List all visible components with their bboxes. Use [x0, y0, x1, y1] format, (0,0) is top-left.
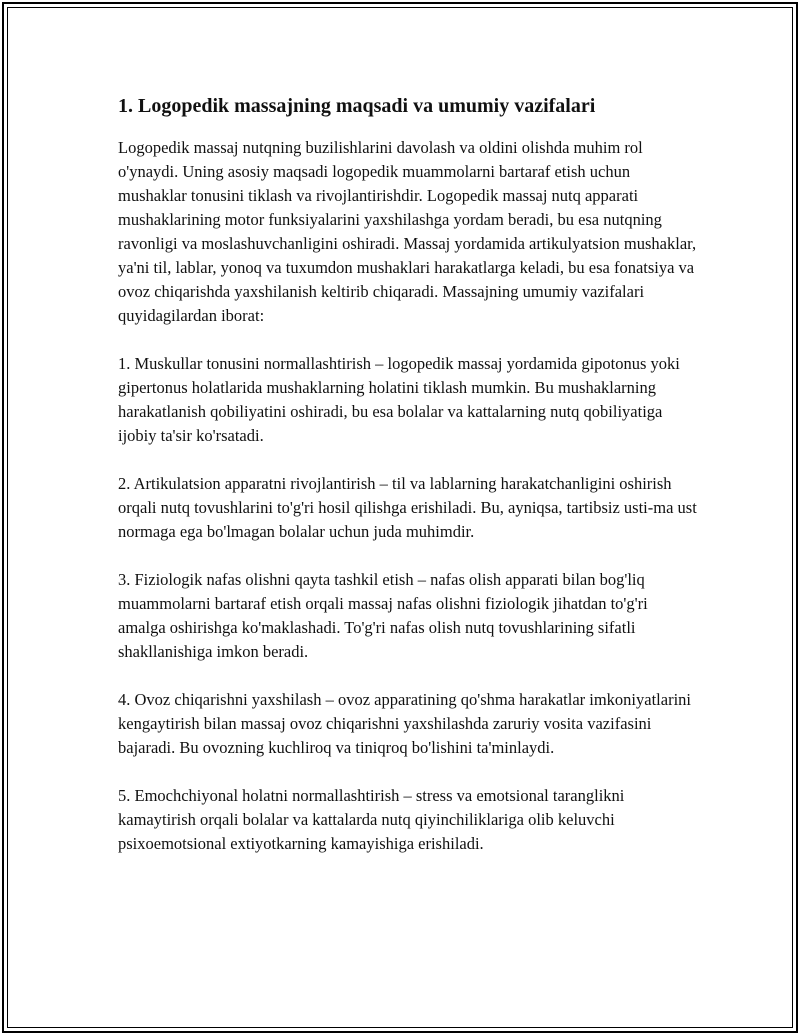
- paragraph-emotional: 5. Emochchiyonal holatni normallashtirish – stress va emotsional taranglikni kamaytirish orqali bolalar va kattalarda nutq qiyinchiliklariga olib keluvchi psixoemotsional extiyotkarning kamayishiga erishiladi.: [118, 786, 625, 853]
- document-body: [118, 92, 698, 880]
- paragraph-articulation: 2. Artikulatsion apparatni rivojlantirish – til va lablarning harakatchanligini oshirish orqali nutq tovushlarini to'g'ri hosil qilishga erishiladi. Bu, ayniqsa, tartibsiz usti-ma ust normaga ega bo'lmagan bolalar uchun juda muhimdir.: [118, 474, 697, 541]
- paragraph-breathing: 3. Fiziologik nafas olishni qayta tashkil etish – nafas olish apparati bilan bog'liq muammolarni bartaraf etish orqali massaj nafas olishni fiziologik jihatdan to'g'ri amalga oshirishga ko'maklashadi. To'g'ri nafas olish nutq tovushlarining sifatli shakllanishiga imkon beradi.: [118, 570, 648, 661]
- document-title: 1. Logopedik massajning maqsadi va umumiy vazifalari: [118, 95, 596, 117]
- paragraph-voice: 4. Ovoz chiqarishni yaxshilash – ovoz apparatining qo'shma harakatlar imkoniyatlarini kengaytirish bilan massaj ovoz chiqarishni yaxshilashda zaruriy vosita vazifasini bajaradi. Bu ovozning kuchliroq va tiniqroq bo'lishini ta'minlaydi.: [118, 690, 691, 757]
- paragraph-muscle-tone: 1. Muskullar tonusini normallashtirish – logopedik massaj yordamida gipotonus yoki gipertonus holatlarida mushaklarning holatini tiklash mumkin. Bu mushaklarning harakatlanish qobiliyatini oshiradi, bu esa bolalar va kattalarning nutq qobiliyatiga ijobiy ta'sir ko'rsatadi.: [118, 354, 680, 445]
- intro-paragraph: Logopedik massaj nutqning buzilishlarini davolash va oldini olishda muhim rol o'ynaydi. Uning asosiy maqsadi logopedik muammolarni bartaraf etish uchun mushaklar tonusini tiklash va rivojlantirishdir. Logopedik massaj nutq apparati mushaklarining motor funksiyalarini yaxshilashga yordam beradi, bu esa nutqning ravonligi va moslashuvchanligini oshiradi. Massaj yordamida artikulyatsion mushaklar, ya'ni til, lablar, yonoq va tuxumdon mushaklari harakatlarga keladi, bu esa fonatsiya va ovoz chiqarishda yaxshilanish keltirib chiqaradi. Massajning umumiy vazifalari quyidagilardan iborat:: [118, 138, 697, 325]
